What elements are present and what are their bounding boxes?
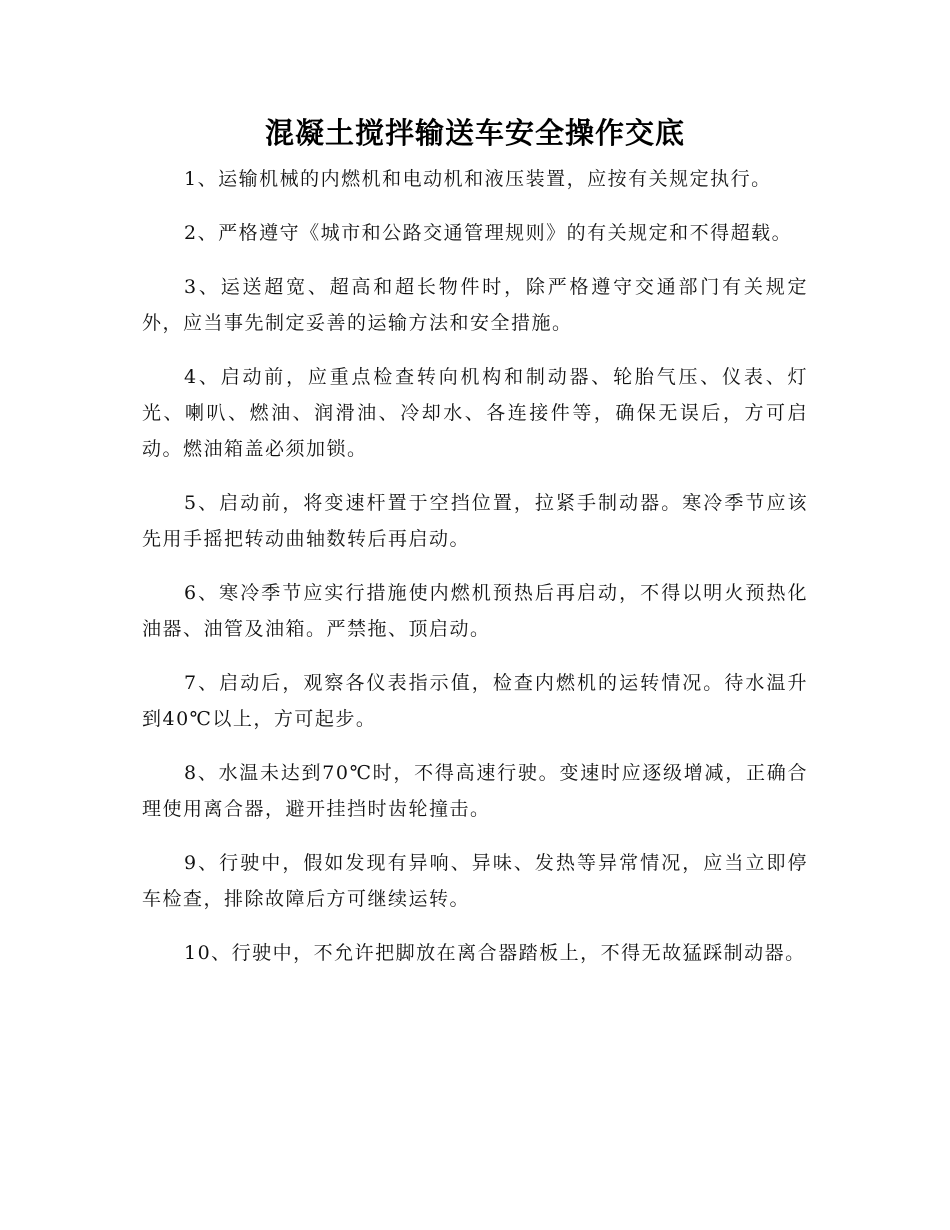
paragraph-8: 8、水温未达到70℃时，不得高速行驶。变速时应逐级增减，正确合理使用离合器，避开挂挡时齿轮撞击。 (142, 762, 808, 820)
paragraph-5: 5、启动前，将变速杆置于空挡位置，拉紧手制动器。寒冷季节应该先用手摇把转动曲轴数转后再启动。 (142, 492, 808, 550)
paragraph-1: 1、运输机械的内燃机和电动机和液压装置，应按有关规定执行。 (184, 168, 772, 190)
paragraph-3: 3、运送超宽、超高和超长物件时，除严格遵守交通部门有关规定外，应当事先制定妥善的运输方法和安全措施。 (142, 276, 808, 334)
paragraph-10: 10、行驶中，不允许把脚放在离合器踏板上，不得无故猛踩制动器。 (184, 942, 806, 964)
paragraph-7: 7、启动后，观察各仪表指示值，检查内燃机的运转情况。待水温升到40℃以上，方可起步。 (142, 672, 808, 730)
document-title: 混凝土搅拌输送车安全操作交底 (264, 116, 685, 150)
paragraph-6: 6、寒冷季节应实行措施使内燃机预热后再启动，不得以明火预热化油器、油管及油箱。严禁拖、顶启动。 (142, 582, 808, 640)
paragraph-2: 2、严格遵守《城市和公路交通管理规则》的有关规定和不得超载。 (184, 222, 793, 244)
paragraph-4: 4、启动前，应重点检查转向机构和制动器、轮胎气压、仪表、灯光、喇叭、燃油、润滑油、冷却水、各连接件等，确保无误后，方可启动。燃油箱盖必须加锁。 (142, 366, 808, 460)
document-body (142, 161, 808, 971)
paragraph-9: 9、行驶中，假如发现有异响、异味、发热等异常情况，应当立即停车检查，排除故障后方可继续运转。 (142, 852, 808, 910)
